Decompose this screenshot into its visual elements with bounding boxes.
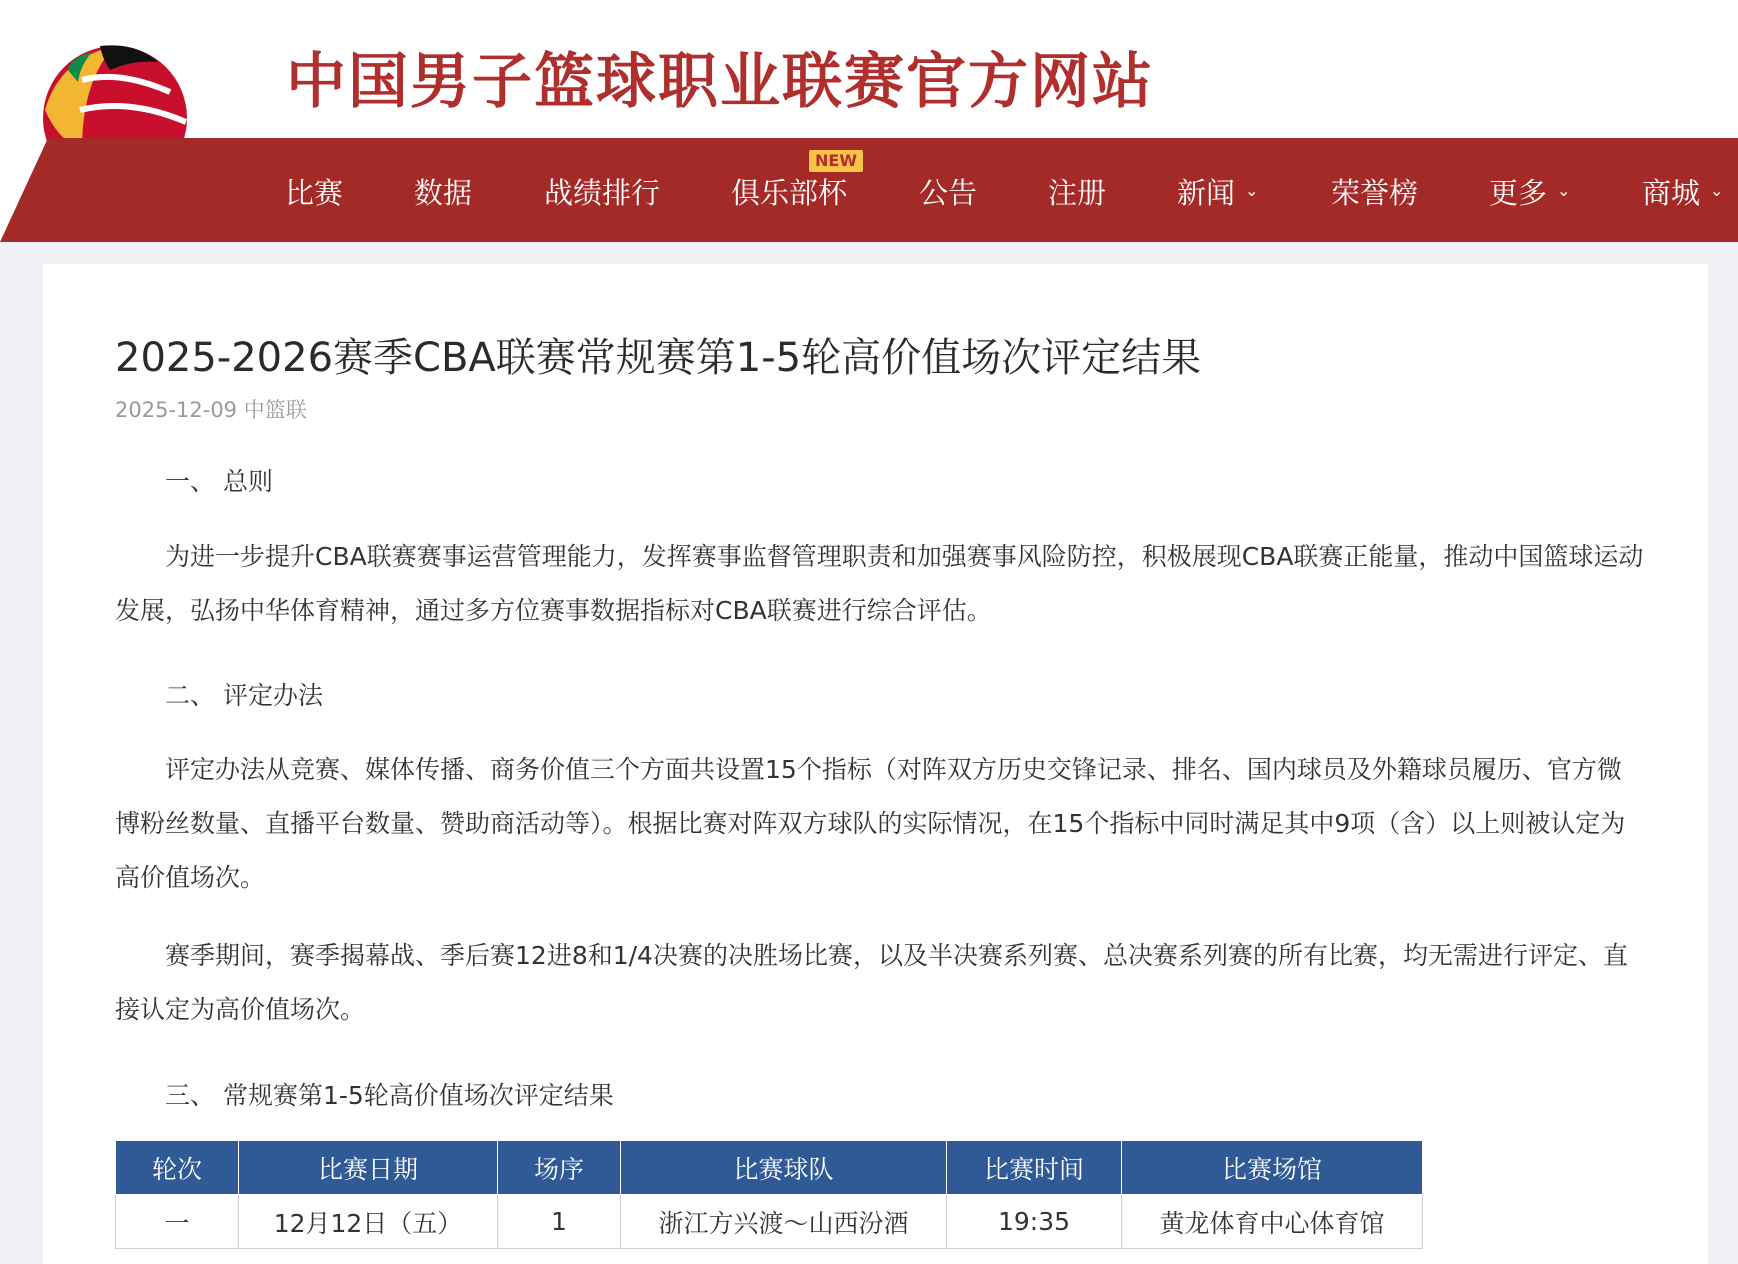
main-nav bbox=[0, 138, 1738, 242]
site-title: 中国男子篮球职业联赛官方网站 bbox=[286, 47, 1154, 117]
chevron-down-icon: ⌄ bbox=[1557, 181, 1571, 200]
table-cell: 浙江方兴渡～山西汾酒 bbox=[621, 1195, 947, 1249]
section-heading: 一、 总则 bbox=[165, 467, 273, 496]
nav-item-games[interactable]: 比赛 bbox=[285, 176, 344, 210]
table-cell: 12月12日（五） bbox=[239, 1195, 498, 1249]
table-cell: 19:35 bbox=[947, 1195, 1122, 1249]
column-header: 比赛日期 bbox=[239, 1141, 498, 1195]
nav-item-registration[interactable]: 注册 bbox=[1048, 176, 1107, 210]
paragraph: 赛季期间，赛季揭幕战、季后赛12进8和1/4决赛的决胜场比赛，以及半决赛系列赛、总决赛系列赛的所有比赛，均无需进行评定、直接认定为高价值场次。 bbox=[115, 941, 1628, 1024]
nav-item-honors[interactable]: 荣誉榜 bbox=[1331, 176, 1419, 210]
column-header: 轮次 bbox=[116, 1141, 239, 1195]
table-row bbox=[116, 1195, 1423, 1249]
section-heading: 三、 常规赛第1-5轮高价值场次评定结果 bbox=[165, 1081, 614, 1110]
column-header: 比赛球队 bbox=[621, 1141, 947, 1195]
table-header-row bbox=[116, 1141, 1423, 1195]
nav-item-standings[interactable]: 战绩排行 bbox=[544, 176, 661, 210]
article-title: 2025-2026赛季CBA联赛常规赛第1-5轮高价值场次评定结果 bbox=[115, 335, 1202, 381]
paragraph: 评定办法从竞赛、媒体传播、商务价值三个方面共设置15个指标（对阵双方历史交锋记录、排名、国内球员及外籍球员履历、官方微博粉丝数量、直播平台数量、赞助商活动等）。根据比赛对阵双方球队的实际情况，在15个指标中同时满足其中9项（含）以上则被认定为高价值场次。 bbox=[115, 755, 1626, 892]
nav-item-more[interactable]: 更多 ⌄ bbox=[1489, 138, 1570, 242]
section-heading: 二、 评定办法 bbox=[165, 681, 323, 710]
column-header: 比赛时间 bbox=[947, 1141, 1122, 1195]
table-cell: 一 bbox=[116, 1195, 239, 1249]
nav-item-club-cup[interactable]: 俱乐部杯 bbox=[731, 176, 848, 210]
paragraph: 为进一步提升CBA联赛赛事运营管理能力，发挥赛事监督管理职责和加强赛事风险防控，积极展现CBA联赛正能量，推动中国篮球运动发展，弘扬中华体育精神，通过多方位赛事数据指标对CBA联赛进行综合评估。 bbox=[115, 542, 1644, 625]
column-header: 场序 bbox=[498, 1141, 621, 1195]
chevron-down-icon: ⌄ bbox=[1710, 181, 1724, 200]
nav-background bbox=[0, 138, 1738, 242]
chevron-down-icon: ⌄ bbox=[1245, 181, 1259, 200]
nav-item-news[interactable]: 新闻 ⌄ bbox=[1177, 138, 1258, 242]
nav-item-announcements[interactable]: 公告 bbox=[919, 176, 978, 210]
results-table bbox=[115, 1140, 1423, 1249]
nav-item-shop[interactable]: 商城 ⌄ bbox=[1642, 138, 1723, 242]
table-cell: 黄龙体育中心体育馆 bbox=[1122, 1195, 1423, 1249]
new-badge: NEW bbox=[809, 150, 863, 172]
table-cell: 1 bbox=[498, 1195, 621, 1249]
site-header bbox=[0, 0, 1738, 241]
nav-item-data[interactable]: 数据 bbox=[414, 176, 473, 210]
article-card bbox=[43, 264, 1708, 1264]
article-meta: 2025-12-09 中篮联 bbox=[115, 398, 307, 422]
column-header: 比赛场馆 bbox=[1122, 1141, 1423, 1195]
